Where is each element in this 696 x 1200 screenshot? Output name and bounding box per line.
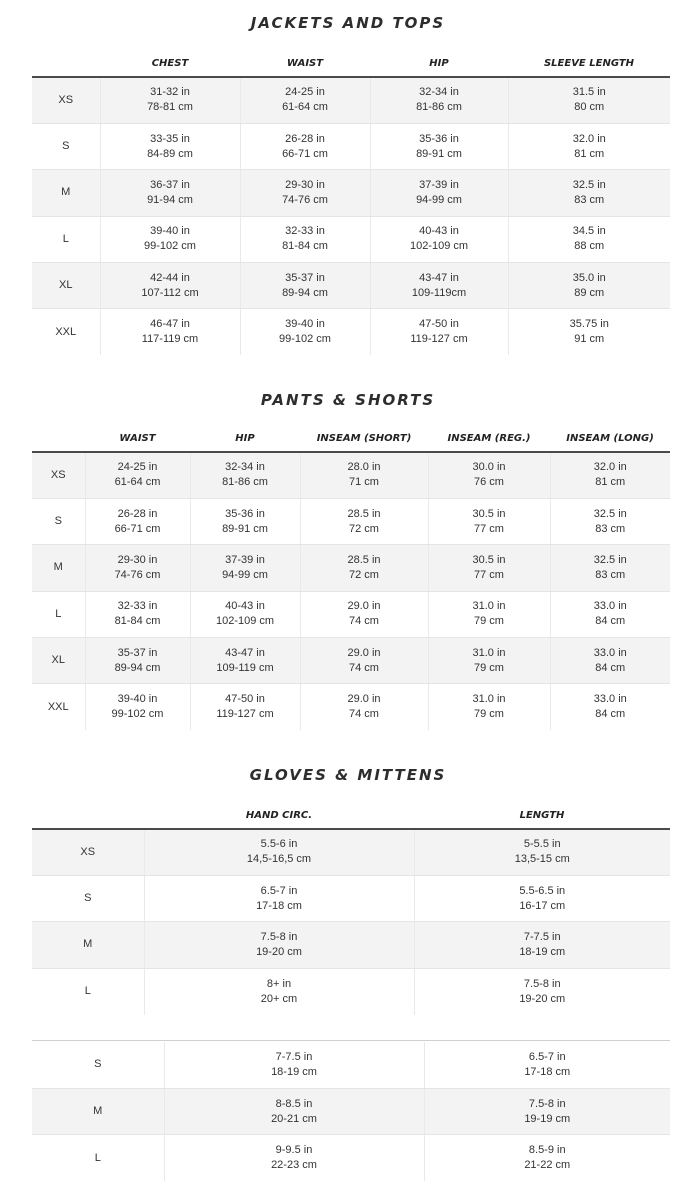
value-inches: 8+ in	[266, 977, 292, 990]
value-cm: 84-89 cm	[147, 147, 193, 160]
value-cm: 84 cm	[595, 661, 626, 674]
value-cm: 88 cm	[574, 240, 605, 253]
value-inches: 39-40 in	[285, 318, 325, 331]
table-row	[32, 545, 670, 591]
measurement-cell	[550, 684, 670, 730]
value-inches: 31.5 in	[572, 86, 606, 99]
size-label: XL	[32, 638, 85, 684]
value-inches: 31.0 in	[472, 693, 506, 706]
value-cm: 66-71 cm	[282, 147, 328, 160]
value-inches: 7.5-8 in	[523, 977, 561, 990]
measurement-cell	[240, 309, 370, 355]
value-inches: 9-9.5 in	[275, 1144, 313, 1157]
value-inches: 31-32 in	[150, 86, 190, 99]
pants-header-hip: HIP	[190, 426, 300, 452]
measurement-cell	[370, 123, 508, 169]
value-inches: 35.0 in	[572, 271, 606, 284]
pants-header-inseam-reg: INSEAM (REG.)	[428, 426, 550, 452]
value-inches: 46-47 in	[150, 318, 190, 331]
table-row	[32, 875, 670, 921]
pants-header-inseam-long: INSEAM (LONG)	[550, 426, 670, 452]
value-cm: 89-91 cm	[222, 522, 268, 535]
measurement-cell	[144, 829, 414, 875]
value-inches: 47-50 in	[225, 693, 265, 706]
gloves-body-2	[32, 1042, 670, 1181]
table-row	[32, 1042, 670, 1088]
gloves-table	[32, 803, 670, 1015]
table-row	[32, 123, 670, 169]
value-inches: 39-40 in	[117, 693, 158, 706]
value-inches: 8-8.5 in	[275, 1097, 313, 1110]
value-inches: 30.5 in	[472, 553, 506, 566]
value-inches: 28.5 in	[347, 553, 381, 566]
measurement-cell	[85, 545, 190, 591]
value-cm: 109-119 cm	[216, 661, 274, 674]
value-inches: 36-37 in	[150, 178, 190, 191]
measurement-cell	[100, 77, 240, 123]
size-label: XXL	[55, 325, 77, 338]
table-row	[32, 684, 670, 730]
value-inches: 5-5.5 in	[523, 838, 561, 851]
value-inches: 32.0 in	[572, 132, 606, 145]
measurement-cell	[414, 922, 670, 968]
value-inches: 29-30 in	[117, 553, 158, 566]
value-cm: 81-84 cm	[282, 240, 328, 253]
value-cm: 83 cm	[595, 522, 626, 535]
value-inches: 31.0 in	[472, 646, 506, 659]
table-row	[32, 1088, 670, 1134]
value-cm: 99-102 cm	[279, 333, 331, 346]
value-inches: 40-43 in	[419, 225, 459, 238]
value-cm: 117-119 cm	[141, 333, 199, 346]
value-inches: 35-36 in	[419, 132, 459, 145]
pants-table	[32, 426, 670, 730]
gloves-table-2	[32, 1042, 670, 1181]
value-cm: 81-86 cm	[222, 476, 268, 489]
value-cm: 17-18 cm	[256, 899, 302, 912]
value-inches: 40-43 in	[225, 600, 265, 613]
value-inches: 47-50 in	[419, 318, 459, 331]
measurement-cell	[370, 77, 508, 123]
measurement-cell	[428, 684, 550, 730]
value-cm: 99-102 cm	[111, 708, 164, 721]
value-cm: 81-84 cm	[114, 615, 161, 628]
value-cm: 102-109 cm	[215, 615, 275, 628]
value-inches: 28.0 in	[347, 461, 381, 474]
value-inches: 26-28 in	[117, 507, 158, 520]
gloves-divider	[32, 1040, 670, 1041]
jackets-header-hip: HIP	[370, 50, 508, 77]
value-cm: 74-76 cm	[114, 568, 161, 581]
value-cm: 81-86 cm	[416, 101, 462, 114]
size-label: S	[32, 498, 85, 544]
value-cm: 16-17 cm	[519, 899, 566, 912]
measurement-cell	[428, 498, 550, 544]
table-row	[32, 968, 670, 1014]
gloves-title: GLOVES & MITTENS	[249, 766, 447, 784]
table-row	[32, 170, 670, 216]
value-inches: 7-7.5 in	[523, 930, 561, 943]
jackets-header-sleeve-length: SLEEVE LENGTH	[508, 50, 670, 77]
value-cm: 79 cm	[474, 708, 504, 721]
value-inches: 43-47 in	[225, 646, 265, 659]
table-row	[32, 77, 670, 123]
measurement-cell	[85, 498, 190, 544]
measurement-cell	[300, 638, 428, 684]
measurement-cell	[550, 498, 670, 544]
value-cm: 19-20 cm	[519, 992, 566, 1005]
value-inches: 42-44 in	[150, 271, 190, 284]
jackets-header-chest: CHEST	[100, 50, 240, 77]
measurement-cell	[240, 170, 370, 216]
value-inches: 31.0 in	[472, 600, 506, 613]
measurement-cell	[370, 309, 508, 355]
value-cm: 74 cm	[349, 615, 379, 628]
pants-title: PANTS & SHORTS	[260, 391, 436, 409]
gloves-header-length: LENGTH	[414, 803, 670, 829]
value-inches: 7-7.5 in	[275, 1050, 313, 1063]
value-inches: 28.5 in	[347, 507, 381, 520]
value-cm: 20-21 cm	[271, 1112, 317, 1125]
value-inches: 6.5-7 in	[260, 884, 298, 897]
value-cm: 89-94 cm	[114, 661, 161, 674]
size-label: XS	[32, 452, 85, 498]
value-inches: 32.5 in	[593, 553, 627, 566]
measurement-cell	[414, 829, 670, 875]
table-row	[32, 309, 670, 355]
value-cm: 74 cm	[349, 661, 379, 674]
measurement-cell	[240, 77, 370, 123]
measurement-cell	[85, 452, 190, 498]
value-inches: 35-36 in	[225, 507, 265, 520]
measurement-cell	[424, 1042, 670, 1088]
measurement-cell	[190, 498, 300, 544]
gloves-header-hand-circ: HAND CIRC.	[144, 803, 414, 829]
measurement-cell	[550, 591, 670, 637]
value-cm: 89-94 cm	[282, 286, 328, 299]
value-inches: 24-25 in	[285, 86, 325, 99]
measurement-cell	[190, 684, 300, 730]
measurement-cell	[550, 452, 670, 498]
value-cm: 74 cm	[349, 708, 379, 721]
measurement-cell	[164, 1088, 424, 1134]
measurement-cell	[508, 170, 670, 216]
measurement-cell	[428, 452, 550, 498]
measurement-cell	[424, 1135, 670, 1181]
value-cm: 91-94 cm	[147, 193, 193, 206]
value-cm: 83 cm	[595, 568, 626, 581]
value-inches: 29-30 in	[285, 178, 325, 191]
measurement-cell	[370, 170, 508, 216]
measurement-cell	[240, 216, 370, 262]
value-inches: 34.5 in	[572, 225, 606, 238]
value-inches: 37-39 in	[225, 553, 265, 566]
measurement-cell	[100, 263, 240, 309]
measurement-cell	[300, 591, 428, 637]
value-inches: 7.5-8 in	[260, 930, 298, 943]
measurement-cell	[414, 875, 670, 921]
measurement-cell	[240, 263, 370, 309]
value-inches: 33.0 in	[593, 693, 627, 706]
value-inches: 35-37 in	[285, 271, 325, 284]
measurement-cell	[508, 216, 670, 262]
value-inches: 29.0 in	[347, 693, 381, 706]
jackets-header-size	[32, 50, 100, 77]
size-label: S	[32, 123, 100, 169]
pants-body	[32, 452, 670, 730]
value-cm: 71 cm	[349, 476, 379, 489]
value-cm: 19-20 cm	[256, 945, 302, 958]
measurement-cell	[508, 123, 670, 169]
value-cm: 22-23 cm	[271, 1159, 317, 1172]
value-cm: 17-18 cm	[524, 1065, 571, 1078]
value-inches: 30.0 in	[472, 461, 506, 474]
value-cm: 79 cm	[474, 661, 504, 674]
value-inches: 37-39 in	[419, 178, 459, 191]
measurement-cell	[428, 638, 550, 684]
table-row	[32, 922, 670, 968]
value-inches: 26-28 in	[285, 132, 325, 145]
value-inches: 32.5 in	[572, 178, 606, 191]
value-cm: 81 cm	[574, 147, 605, 160]
value-cm: 94-99 cm	[416, 193, 462, 206]
value-cm: 81 cm	[595, 476, 626, 489]
value-inches: 6.5-7 in	[528, 1050, 566, 1063]
measurement-cell	[190, 638, 300, 684]
size-label: XL	[32, 263, 100, 309]
value-inches: 32-34 in	[225, 461, 265, 474]
table-row	[32, 452, 670, 498]
value-cm: 21-22 cm	[524, 1159, 571, 1172]
value-inches: 8.5-9 in	[528, 1144, 566, 1157]
measurement-cell	[428, 591, 550, 637]
value-cm: 94-99 cm	[222, 568, 268, 581]
value-cm: 77 cm	[474, 568, 504, 581]
value-inches: 33.0 in	[593, 646, 627, 659]
value-cm: 89-91 cm	[416, 147, 462, 160]
table-row	[32, 638, 670, 684]
measurement-cell	[550, 638, 670, 684]
measurement-cell	[190, 545, 300, 591]
value-cm: 119-127 cm	[216, 708, 274, 721]
value-inches: 30.5 in	[472, 507, 506, 520]
measurement-cell	[300, 452, 428, 498]
value-inches: 29.0 in	[347, 600, 381, 613]
table-row	[32, 216, 670, 262]
value-cm: 61-64 cm	[114, 476, 161, 489]
measurement-cell	[85, 638, 190, 684]
value-inches: 32.0 in	[593, 461, 627, 474]
value-inches: 43-47 in	[419, 271, 459, 284]
table-row	[32, 1135, 670, 1181]
measurement-cell	[100, 309, 240, 355]
value-inches: 33.0 in	[593, 600, 627, 613]
value-cm: 19-19 cm	[524, 1112, 571, 1125]
value-inches: 5.5-6.5 in	[519, 884, 566, 897]
measurement-cell	[190, 452, 300, 498]
measurement-cell	[370, 263, 508, 309]
value-cm: 78-81 cm	[147, 101, 193, 114]
value-inches: 32-33 in	[117, 600, 158, 613]
gloves-header-size	[32, 803, 144, 829]
value-cm: 77 cm	[474, 522, 504, 535]
measurement-cell	[300, 684, 428, 730]
value-cm: 14,5-16,5 cm	[246, 853, 312, 866]
value-inches: 5.5-6 in	[260, 838, 298, 851]
measurement-cell	[428, 545, 550, 591]
pants-header-size	[32, 426, 85, 452]
pants-header-waist: WAIST	[85, 426, 190, 452]
measurement-cell	[300, 545, 428, 591]
measurement-cell	[424, 1088, 670, 1134]
size-label: S	[32, 875, 144, 921]
value-inches: 32-33 in	[285, 225, 325, 238]
value-cm: 83 cm	[574, 193, 605, 206]
measurement-cell	[550, 545, 670, 591]
value-cm: 84 cm	[595, 615, 626, 628]
measurement-cell	[164, 1135, 424, 1181]
size-label: M	[32, 170, 100, 216]
value-cm: 99-102 cm	[144, 240, 196, 253]
value-inches: 24-25 in	[117, 461, 158, 474]
value-cm: 109-119cm	[411, 286, 467, 299]
value-cm: 76 cm	[474, 476, 504, 489]
measurement-cell	[370, 216, 508, 262]
size-label: M	[32, 922, 144, 968]
value-cm: 119-127 cm	[410, 333, 468, 346]
value-inches: 33-35 in	[150, 132, 190, 145]
measurement-cell	[164, 1042, 424, 1088]
value-cm: 79 cm	[474, 615, 504, 628]
measurement-cell	[414, 968, 670, 1014]
value-inches: 39-40 in	[150, 225, 190, 238]
measurement-cell	[144, 875, 414, 921]
value-cm: 66-71 cm	[114, 522, 161, 535]
measurement-cell	[508, 309, 670, 355]
value-cm: 72 cm	[349, 522, 379, 535]
jackets-title: JACKETS AND TOPS	[250, 14, 446, 32]
value-cm: 107-112 cm	[141, 286, 199, 299]
value-cm: 102-109 cm	[409, 240, 469, 253]
value-cm: 18-19 cm	[271, 1065, 317, 1078]
measurement-cell	[100, 123, 240, 169]
size-label: M	[32, 1088, 164, 1134]
value-cm: 61-64 cm	[282, 101, 328, 114]
jackets-header-waist: WAIST	[240, 50, 370, 77]
size-label: XXL	[47, 700, 69, 713]
measurement-cell	[144, 968, 414, 1014]
table-row	[32, 829, 670, 875]
size-label: L	[84, 985, 91, 998]
value-cm: 84 cm	[595, 708, 626, 721]
pants-header-inseam-short: INSEAM (SHORT)	[300, 426, 428, 452]
value-cm: 20+ cm	[260, 992, 298, 1005]
size-label: M	[32, 545, 85, 591]
value-cm: 13,5-15 cm	[514, 853, 570, 866]
size-label: XS	[32, 77, 100, 123]
jackets-body	[32, 77, 670, 355]
value-cm: 72 cm	[349, 568, 379, 581]
measurement-cell	[240, 123, 370, 169]
size-label: XS	[32, 829, 144, 875]
measurement-cell	[100, 170, 240, 216]
jackets-table	[32, 50, 670, 355]
value-cm: 80 cm	[574, 101, 605, 114]
measurement-cell	[300, 498, 428, 544]
value-inches: 29.0 in	[347, 646, 381, 659]
measurement-cell	[85, 591, 190, 637]
gloves-body	[32, 829, 670, 1015]
measurement-cell	[100, 216, 240, 262]
measurement-cell	[508, 263, 670, 309]
size-label: L	[94, 1151, 101, 1164]
size-label: L	[32, 591, 85, 637]
value-inches: 35.75 in	[569, 318, 609, 331]
value-inches: 32.5 in	[593, 507, 627, 520]
value-inches: 7.5-8 in	[528, 1097, 566, 1110]
measurement-cell	[85, 684, 190, 730]
value-cm: 89 cm	[574, 286, 605, 299]
measurement-cell	[190, 591, 300, 637]
value-inches: 35-37 in	[117, 646, 158, 659]
value-inches: 32-34 in	[419, 86, 459, 99]
value-cm: 74-76 cm	[282, 193, 328, 206]
table-row	[32, 498, 670, 544]
measurement-cell	[144, 922, 414, 968]
measurement-cell	[508, 77, 670, 123]
value-cm: 91 cm	[574, 333, 605, 346]
table-row	[32, 591, 670, 637]
table-row	[32, 263, 670, 309]
size-label: S	[32, 1042, 164, 1088]
size-label: L	[32, 216, 100, 262]
value-cm: 18-19 cm	[519, 945, 566, 958]
